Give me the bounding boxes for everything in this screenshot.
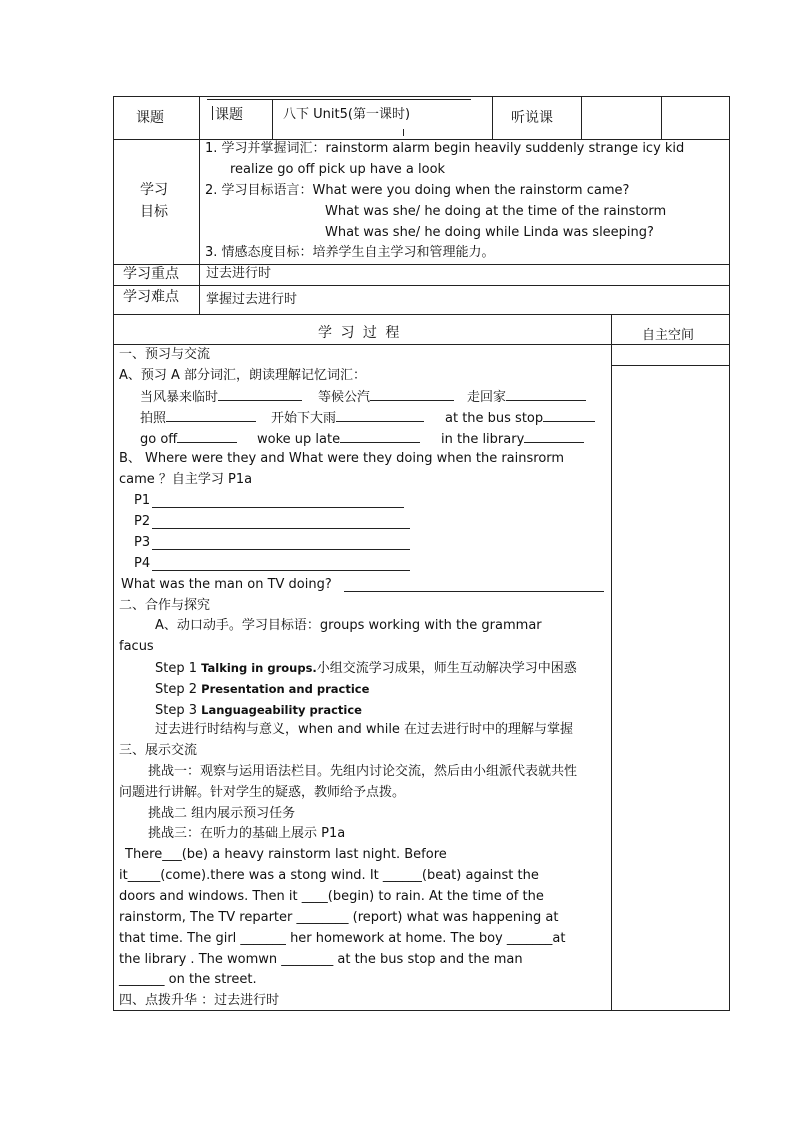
paragraph-line: rainstorm, The TV reparter ________ (report) what was happening at xyxy=(119,910,559,925)
section-2-summary: 过去进行时结构与意义，when and while 在过去进行时中的理解与掌握 xyxy=(155,722,574,737)
section-1-b-cont: came ？自主学习 P1a xyxy=(119,472,253,487)
side-divider xyxy=(611,365,730,366)
section-2-a-cont: facus xyxy=(119,639,154,654)
section-1-a: A、预习 A 部分词汇，朗读理解记忆词汇： xyxy=(119,368,367,383)
goals-label-1: 学习 xyxy=(140,182,168,198)
vocab-item: go off xyxy=(140,430,237,449)
p2-label: P2 xyxy=(134,514,151,529)
paragraph-line: that time. The girl _______ her homework at home. The boy _______at xyxy=(119,931,566,946)
keti-label: 课题 xyxy=(136,110,164,126)
challenge-1: 挑战一：观察与运用语法栏目。先组内讨论交流，然后由小组派代表就共性 xyxy=(148,764,578,779)
paragraph-line: _______ on the street. xyxy=(119,972,257,987)
p3-blank xyxy=(152,549,410,550)
step-3: Step 3 Languageability practice xyxy=(155,703,362,718)
inner-keti-label: 课题 xyxy=(215,107,243,123)
focus-label: 学习重点 xyxy=(123,266,179,282)
man-answer-blank xyxy=(344,591,604,592)
step-1: Step 1 Talking in groups.小组交流学习成果，师生互动解决学习中困惑 xyxy=(155,661,577,676)
col-divider xyxy=(199,96,200,314)
goals-label-2: 目标 xyxy=(140,204,168,220)
vocab-item: 走回家 xyxy=(467,388,586,407)
side-space-title: 自主空间 xyxy=(642,328,695,343)
section-4-heading: 四、点拨升华 ：过去进行时 xyxy=(119,993,280,1008)
section-3-heading: 三、展示交流 xyxy=(119,743,198,758)
vocab-item: 开始下大雨 xyxy=(271,409,424,428)
vocab-item: woke up late xyxy=(257,430,420,449)
paragraph-line: doors and windows. Then it ____(begin) to rain. At the time of the xyxy=(119,889,544,904)
col-divider xyxy=(611,314,612,1011)
vocab-item: 等候公汽 xyxy=(318,388,454,407)
section-2-a: A、动口动手。学习目标语：groups working with the grammar xyxy=(155,618,542,633)
focus-value: 过去进行时 xyxy=(206,266,272,281)
p3-label: P3 xyxy=(134,535,151,550)
goal-3: 3. 情感态度目标：培养学生自主学习和管理能力。 xyxy=(205,245,495,260)
challenge-1-cont: 问题进行讲解。针对学生的疑惑，教师给予点拨。 xyxy=(119,785,406,800)
goal-2: 2. 学习目标语言：What were you doing when the rainstorm came? xyxy=(205,183,630,198)
challenge-3: 挑战三：在听力的基础上展示 P1a xyxy=(148,826,346,841)
row-divider xyxy=(113,344,730,345)
section-1-heading: 一、预习与交流 xyxy=(119,347,211,362)
vocab-item: in the library xyxy=(441,430,584,449)
inner-divider xyxy=(272,99,273,139)
difficulty-label: 学习难点 xyxy=(123,289,179,305)
p2-blank xyxy=(152,528,410,529)
row-divider xyxy=(113,285,730,286)
step-2: Step 2 Presentation and practice xyxy=(155,682,370,697)
p1-blank xyxy=(152,507,404,508)
col-divider xyxy=(492,96,493,139)
paragraph-line: There___(be) a heavy rainstorm last night. Before xyxy=(125,847,447,862)
inner-mark xyxy=(403,129,404,136)
col-divider xyxy=(581,96,582,139)
vocab-item: 当风暴来临时 xyxy=(140,388,302,407)
goal-2-line2: What was she/ he doing at the time of the rainstorm xyxy=(325,204,667,219)
goal-1-cont: realize go off pick up have a look xyxy=(230,162,446,177)
row-divider xyxy=(113,314,730,315)
difficulty-value: 掌握过去进行时 xyxy=(206,292,298,307)
p4-blank xyxy=(152,570,410,571)
lesson-title: 八下 Unit5(第一课时) xyxy=(283,107,411,122)
section-1-b: B、 Where were they and What were they doing when the rainsrorm xyxy=(119,451,565,466)
goal-2-line3: What was she/ he doing while Linda was sleeping? xyxy=(325,225,654,240)
p1-label: P1 xyxy=(134,493,151,508)
goal-1: 1. 学习并掌握词汇：rainstorm alarm begin heavily suddenly strange icy kid xyxy=(205,141,685,156)
p4-label: P4 xyxy=(134,556,151,571)
lesson-type: 听说课 xyxy=(511,110,553,126)
paragraph-line: the library . The womwn ________ at the bus stop and the man xyxy=(119,952,523,967)
vocab-item: 拍照 xyxy=(140,409,256,428)
man-question: What was the man on TV doing? xyxy=(121,577,332,592)
inner-cursor xyxy=(212,106,213,120)
process-title: 学 习 过 程 xyxy=(318,325,402,341)
section-2-heading: 二、合作与探究 xyxy=(119,598,211,613)
vocab-item: at the bus stop xyxy=(445,409,595,428)
inner-top-line xyxy=(207,99,471,100)
challenge-2: 挑战二 组内展示预习任务 xyxy=(148,806,296,821)
paragraph-line: it_____(come).there was a stong wind. It ______(beat) against the xyxy=(119,868,539,883)
col-divider xyxy=(661,96,662,139)
